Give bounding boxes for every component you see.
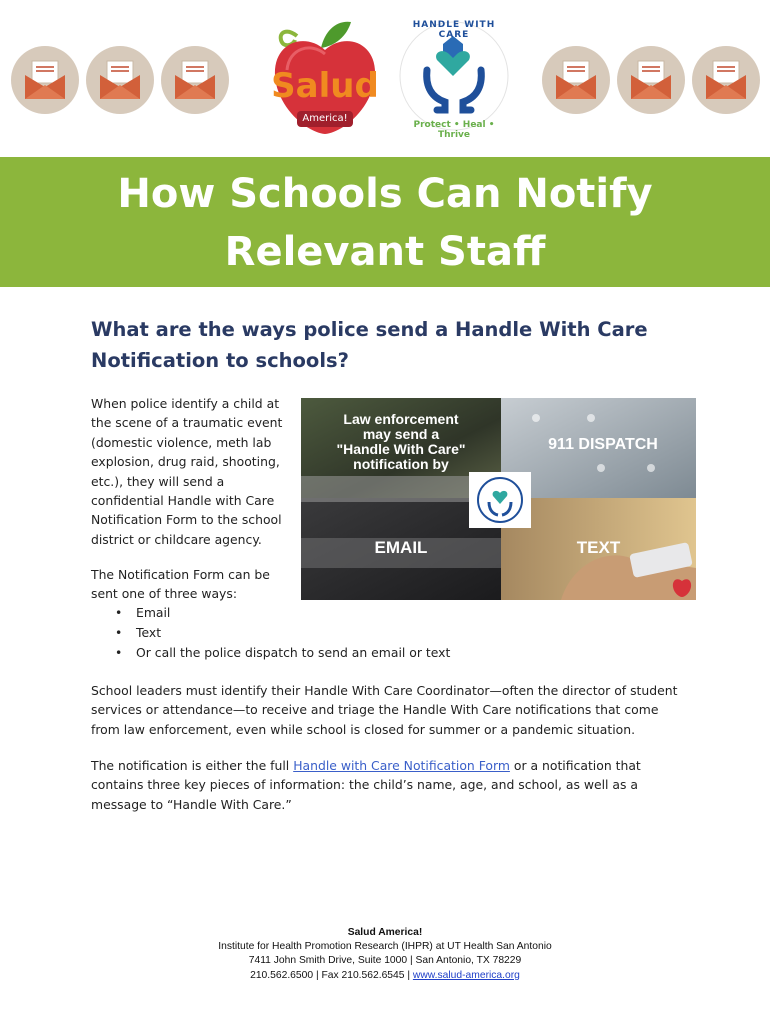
section-heading <box>91 314 691 376</box>
paragraph-line: from law enforcement, even while school is closed for summer or a pandemic situation. <box>91 721 636 737</box>
law-line: Law enforcement <box>343 411 459 427</box>
handle-with-care-logo <box>397 14 511 138</box>
page-title-line-2: Relevant Staff <box>224 229 546 275</box>
law-enforcement-label <box>301 412 501 472</box>
america-wordmark: America! <box>302 113 348 124</box>
footer-institute: Institute for Health Promotion Research (IHPR) at UT Health San Antonio <box>218 941 552 953</box>
paragraph-line: School leaders must identify their Handle With Care Coordinator—often the director of student <box>91 683 678 698</box>
dispatch-label: 911 DISPATCH <box>548 436 658 453</box>
paragraph-text: The notification is either the full <box>91 758 294 773</box>
footer-phone: 210.562.6500 | Fax 210.562.6545 | <box>250 969 413 981</box>
envelope-circle-6 <box>692 46 760 114</box>
intro-line: Notification Form to the school <box>91 512 282 528</box>
footer <box>0 926 770 983</box>
notification-methods-collage <box>301 398 696 600</box>
hwc-tagline: Protect • Heal • Thrive <box>413 120 495 140</box>
paragraph-line: message to “Handle With Care.” <box>91 796 292 812</box>
envelope-circle-4 <box>542 46 610 114</box>
intro-line: district or childcare agency. <box>91 531 262 547</box>
footer-org-name: Salud America! <box>347 927 423 938</box>
paragraph-line <box>91 756 711 775</box>
envelope-icon <box>704 59 748 101</box>
paragraph-line: services or attendance—to receive and triage the Handle With Care notifications that come <box>91 702 659 718</box>
notification-ways-list <box>91 603 450 662</box>
intro-paragraph <box>91 394 296 549</box>
law-line: notification by <box>353 456 449 472</box>
envelope-circle-3 <box>161 46 229 114</box>
envelope-circle-2 <box>86 46 154 114</box>
list-item-text: • Text <box>91 623 450 643</box>
envelope-circle-1 <box>11 46 79 114</box>
coordinator-paragraph <box>91 681 711 739</box>
hwc-ring-text: HANDLE WITH CARE <box>412 20 496 40</box>
envelope-icon <box>23 59 67 101</box>
paragraph-text: or a notification that <box>509 758 641 773</box>
intro-line: etc.), they will send a <box>91 473 225 489</box>
salud-wordmark: Salud <box>271 66 379 106</box>
intro-line: explosion, drug raid, shooting, <box>91 454 280 470</box>
section-heading-line-2: Notification to schools? <box>91 349 349 372</box>
text-label: TEXT <box>576 538 621 557</box>
hwc-badge <box>469 472 531 528</box>
envelope-icon <box>173 59 217 101</box>
intro-line: When police identify a child at <box>91 396 280 411</box>
intro-line: (domestic violence, meth lab <box>91 434 272 450</box>
email-label: EMAIL <box>374 538 428 557</box>
footer-contact <box>0 969 770 983</box>
page-title <box>0 165 770 281</box>
form-line: The Notification Form can be <box>91 567 270 582</box>
envelope-icon <box>554 59 598 101</box>
salud-apple-icon <box>671 576 693 598</box>
footer-address: 7411 John Smith Drive, Suite 1000 | San Antonio, TX 78229 <box>248 955 522 967</box>
page-title-line-1: How Schools Can Notify <box>117 171 653 217</box>
intro-line: confidential Handle with Care <box>91 493 275 509</box>
title-banner <box>0 157 770 287</box>
law-line: "Handle With Care" <box>336 441 466 457</box>
envelope-circle-5 <box>617 46 685 114</box>
list-item-call: • Or call the police dispatch to send an email or text <box>91 643 450 663</box>
envelope-icon <box>98 59 142 101</box>
envelope-icon <box>629 59 673 101</box>
notification-paragraph <box>91 756 711 814</box>
notification-form-link[interactable]: Handle with Care Notification Form <box>293 758 510 773</box>
form-line: sent one of three ways: <box>91 586 238 602</box>
law-line: may send a <box>362 426 440 442</box>
form-intro-paragraph <box>91 565 296 604</box>
footer-website-link[interactable]: www.salud-america.org <box>412 969 520 981</box>
handle-with-care-badge-icon <box>469 472 531 528</box>
salud-america-logo <box>265 14 385 139</box>
list-item-email: • Email <box>91 603 450 623</box>
paragraph-line: contains three key pieces of information: the child’s name, age, and school, as well as a <box>91 777 638 793</box>
section-heading-line-1: What are the ways police send a Handle With Care <box>91 318 648 341</box>
intro-line: the scene of a traumatic event <box>91 415 283 431</box>
